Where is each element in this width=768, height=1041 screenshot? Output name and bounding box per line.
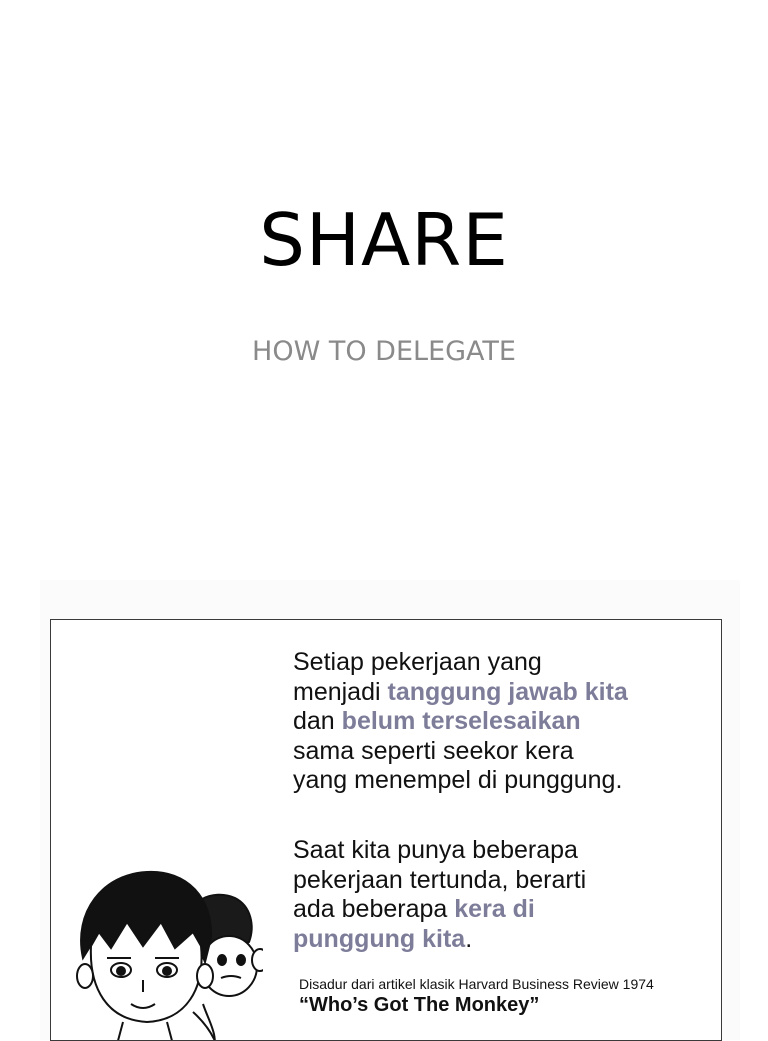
- text-line: sama seperti seekor kera: [293, 736, 574, 765]
- article-paragraph-2: [293, 836, 586, 954]
- scanned-article-box: [50, 619, 722, 1041]
- text-line: Setiap pekerjaan yang: [293, 648, 542, 676]
- source-note: Disadur dari artikel klasik Harvard Business Review 1974: [299, 976, 654, 992]
- cartoon-boy-with-monkey-illustration: [63, 862, 263, 1041]
- article-paragraph-1: [293, 648, 628, 796]
- slide-title: SHARE: [259, 198, 509, 282]
- text-line: ada beberapa: [293, 895, 455, 923]
- highlight-text: kera di: [454, 895, 535, 923]
- article-title: “Who’s Got The Monkey”: [299, 994, 540, 1016]
- text-line: menjadi: [293, 677, 388, 706]
- boy-icon: [77, 872, 219, 1041]
- highlight-text: punggung kita: [293, 924, 466, 953]
- highlight-text: tanggung jawab kita: [387, 677, 628, 706]
- text-line: pekerjaan tertunda, berarti: [293, 865, 587, 894]
- text-line: dan: [293, 707, 342, 735]
- text-line: yang menempel di punggung.: [293, 766, 623, 794]
- slide-subtitle: HOW TO DELEGATE: [252, 336, 516, 367]
- text-line: Saat kita punya beberapa: [293, 836, 578, 864]
- highlight-text: belum terselesaikan: [341, 707, 581, 735]
- text-line: .: [465, 924, 473, 953]
